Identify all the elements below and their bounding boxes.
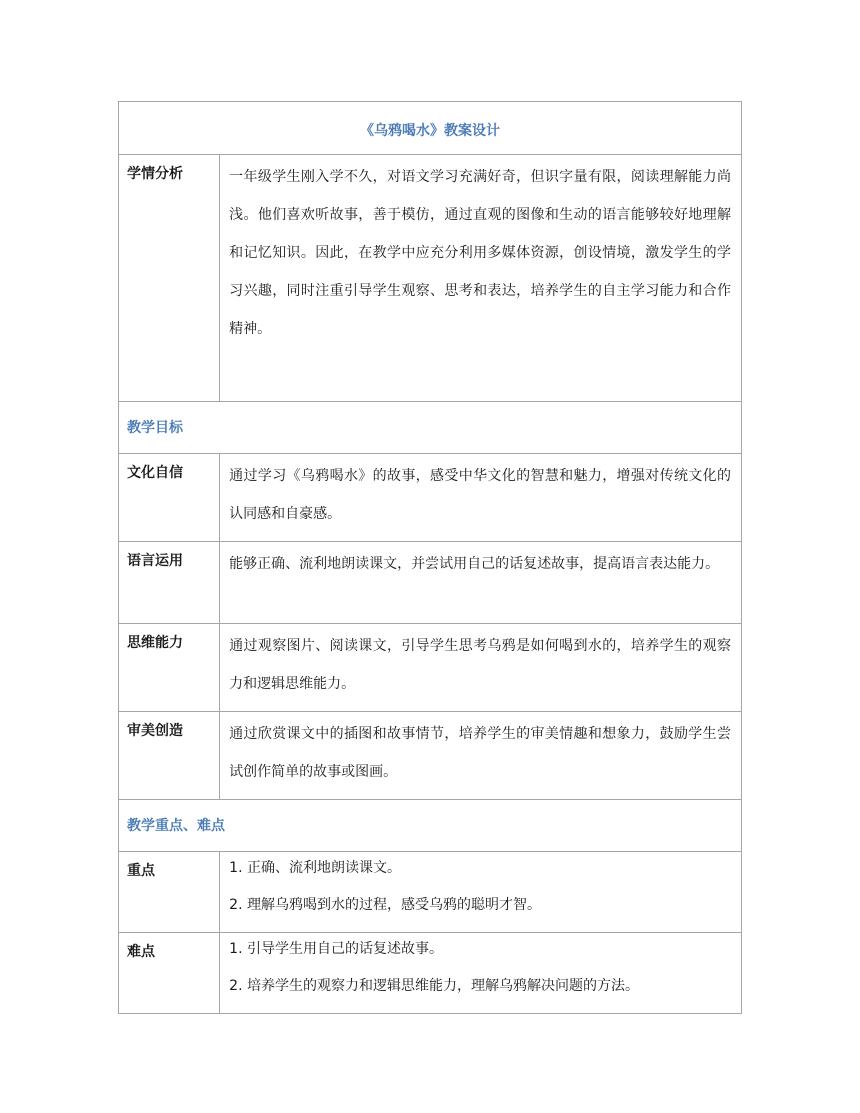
analysis-row bbox=[119, 155, 742, 402]
focus-heading-cell bbox=[119, 800, 742, 852]
key-points-row bbox=[119, 852, 742, 933]
focus-heading-row bbox=[119, 800, 742, 852]
objectives-heading-row bbox=[119, 402, 742, 454]
difficulties-content-cell bbox=[220, 933, 742, 1014]
objective-row-thinking bbox=[119, 624, 742, 712]
key-points-content-cell bbox=[220, 852, 742, 933]
objective-row-aesthetic bbox=[119, 712, 742, 800]
lesson-plan-table bbox=[118, 101, 742, 1014]
objective-content-cell bbox=[220, 624, 742, 712]
list-item: 2. 理解乌鸦喝到水的过程，感受乌鸦的聪明才智。 bbox=[229, 897, 541, 913]
list-item: 2. 培养学生的观察力和逻辑思维能力，理解乌鸦解决问题的方法。 bbox=[229, 978, 639, 994]
title-cell bbox=[119, 102, 742, 155]
list-item: 1. 正确、流利地朗读课文。 bbox=[229, 860, 401, 876]
objective-content-cell bbox=[220, 712, 742, 800]
focus-heading: 教学重点、难点 bbox=[127, 817, 225, 834]
difficulties-label-cell bbox=[119, 933, 220, 1014]
objective-content-cell bbox=[220, 454, 742, 542]
objective-text: 能够正确、流利地朗读课文，并尝试用自己的话复述故事，提高语言表达能力。 bbox=[229, 556, 720, 572]
objective-label: 审美创造 bbox=[127, 723, 183, 739]
difficulties-row bbox=[119, 933, 742, 1014]
analysis-label-cell bbox=[119, 155, 220, 402]
document-title: 《乌鸦喝水》教案设计 bbox=[360, 123, 500, 139]
objective-label: 语言运用 bbox=[127, 553, 183, 569]
objective-row-language bbox=[119, 542, 742, 624]
objective-row-culture bbox=[119, 454, 742, 542]
objective-content-cell bbox=[220, 542, 742, 624]
objectives-heading-cell bbox=[119, 402, 742, 454]
list-item: 1. 引导学生用自己的话复述故事。 bbox=[229, 941, 443, 957]
objective-text: 通过欣赏课文中的插图和故事情节，培养学生的审美情趣和想象力，鼓励学生尝试创作简单的故事或图画。 bbox=[229, 726, 731, 780]
difficulties-list bbox=[220, 933, 741, 1012]
objective-label: 文化自信 bbox=[127, 465, 183, 481]
objective-text: 通过学习《乌鸦喝水》的故事，感受中华文化的智慧和魅力，增强对传统文化的认同感和自豪感。 bbox=[229, 468, 731, 522]
objective-label-cell bbox=[119, 624, 220, 712]
analysis-label: 学情分析 bbox=[127, 166, 183, 182]
objective-label-cell bbox=[119, 542, 220, 624]
difficulties-label: 难点 bbox=[127, 944, 155, 960]
objective-label: 思维能力 bbox=[127, 635, 183, 651]
title-row bbox=[119, 102, 742, 155]
key-points-list bbox=[220, 852, 741, 931]
key-points-label: 重点 bbox=[127, 863, 155, 879]
objective-text: 通过观察图片、阅读课文，引导学生思考乌鸦是如何喝到水的，培养学生的观察力和逻辑思维能力。 bbox=[229, 638, 731, 692]
analysis-content-cell bbox=[220, 155, 742, 402]
analysis-text: 一年级学生刚入学不久，对语文学习充满好奇，但识字量有限，阅读理解能力尚浅。他们喜欢听故事，善于模仿，通过直观的图像和生动的语言能够较好地理解和记忆知识。因此，在教学中应充分利用多媒体资源，创设情境，激发学生的学习兴趣，同时注重引导学生观察、思考和表达，培养学生的自主学习能力和合作精神。 bbox=[229, 169, 731, 337]
objective-label-cell bbox=[119, 454, 220, 542]
key-points-label-cell bbox=[119, 852, 220, 933]
objectives-heading: 教学目标 bbox=[127, 419, 183, 436]
objective-label-cell bbox=[119, 712, 220, 800]
